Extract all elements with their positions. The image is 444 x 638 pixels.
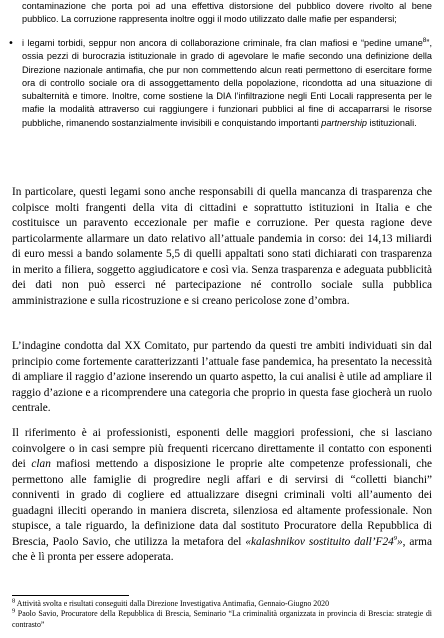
paragraph-investigation: L’indagine condotta dal XX Comitato, pur partendo da questi tre ambiti individuati sin dal principio come fortemente caratterizzanti l’attuale fase pandemica, ha presentato la necessità di ampliare il raggio d’azione inserendo un quarto aspetto, la cui analisi è utile ad ampliare il raggio d’azione e a ricomprendere una categoria che proprio in questa fase giocherà un ruolo centrale. xyxy=(12,340,432,415)
italic-clan: clan xyxy=(31,458,51,471)
paragraph-transparency: In particolare, questi legami sono anche responsabili di quella mancanza di trasparenza che colpisce molti frangenti della vita di cittadini e soprattutto istituzioni in Italia e che costituisce un paravento eccezionale per mafie e corruzione. Per questa ragione deve particolarmente allarmare un dato relativo all’attuale pandemia in corso: dei 14,13 miliardi di euro messi a bando solamente 5,5 di quelli appaltati sono stati dichiarati con trasparenza in merito a filiera, soggetto aggiudicatore e così via. Senza trasparenza e adeguata pubblicità dei dati non può esserci né partecipazione né controllo sociale sulla pubblica amministrazione e sulla ricostruzione e si creano pericolose zone d’ombra. xyxy=(12,186,432,307)
p3-text-c: , arma che è lì pronta per essere adoperata. xyxy=(12,535,432,564)
italic-quote xyxy=(245,536,402,548)
p3-quote-end: » xyxy=(397,535,403,548)
footnote-8-ref: 8 xyxy=(12,597,16,605)
footnote-9-text: Paolo Savio, Procuratore della Repubblica di Brescia, Seminario “La criminalità organizzata in provincia di Brescia: strategie di contrasto” xyxy=(12,609,432,629)
bullet-marker: • xyxy=(8,38,14,49)
p3-text-b: mafiosi mettendo a disposizione le proprie alte competenze professionali, che permettono alle famiglie di progredire negli affari e di servirsi di “colletti bianchi” conniventi in grado di cogliere ed attualizzare disegni criminali volti all’aumento dei guadagni illeciti operando in maniera discreta, silenziosa ed altamente professionale. Non stupisce, a tale riguardo, la definizione data dal sostituto Procuratore della Repubblica di Brescia, Paolo Savio, che utilizza la metafora del xyxy=(12,458,432,548)
continuation-text: contaminazione che porta poi ad una effettiva distorsione del pubblico dovere rivolto al bene pubblico. La corruzione rappresenta inoltre oggi il modo utilizzato dalle mafie per espandersi; xyxy=(22,1,432,25)
italic-partnership: partnership xyxy=(321,117,367,128)
bullet-text xyxy=(22,37,432,130)
bullet-text-a: i legami torbidi, seppur non ancora di collaborazione criminale, fra clan mafiosi e “pedine umane xyxy=(22,38,423,48)
footnote-separator xyxy=(12,595,129,596)
footnotes xyxy=(12,599,432,630)
paragraph-professionals xyxy=(12,426,432,566)
footnote-ref-8[interactable]: 8 xyxy=(422,36,427,44)
bullet-text-c: istituzionali. xyxy=(366,117,417,128)
bullet-text-b: ”, ossia pezzi di burocrazia istituzionale in grado di agevolare le mafie secondo una definizione della Direzione nazionale antimafia, che pur non commettendo alcun reati permettono di esercitare forme ora di controllo sociale ora di assoggettamento della popolazione, ricondotta ad una situazione di subalternità e timore. Inoltre, come sostiene la DIA l’infiltrazione negli Enti Locali rappresenta per le mafie la modalità attraverso cui raggiungere i funzionari pubblici al fine di accaparrarsi le risorse pubbliche, rimanendo sostanzialmente invisibili e conquistando importanti xyxy=(22,38,432,128)
footnote-ref-9[interactable]: 9 xyxy=(393,535,397,543)
footnote-8-text: Attività svolta e risultati conseguiti dalla Direzione Investigativa Antimafia, Gennaio-Giugno 2020 xyxy=(15,599,330,608)
footnote-9-ref: 9 xyxy=(12,607,16,615)
p3-quote: «kalashnikov sostituito dall’F24 xyxy=(245,535,394,548)
p3-text-a: Il riferimento è ai professionisti, esponenti delle maggiori professioni, che si lasciano coinvolgere o in casi sempre più frequenti ricercano direttamente il contatto con esponenti dei xyxy=(12,427,432,471)
footnote-8 xyxy=(12,599,432,609)
footnote-9 xyxy=(12,609,432,630)
bullet-item xyxy=(8,37,432,130)
